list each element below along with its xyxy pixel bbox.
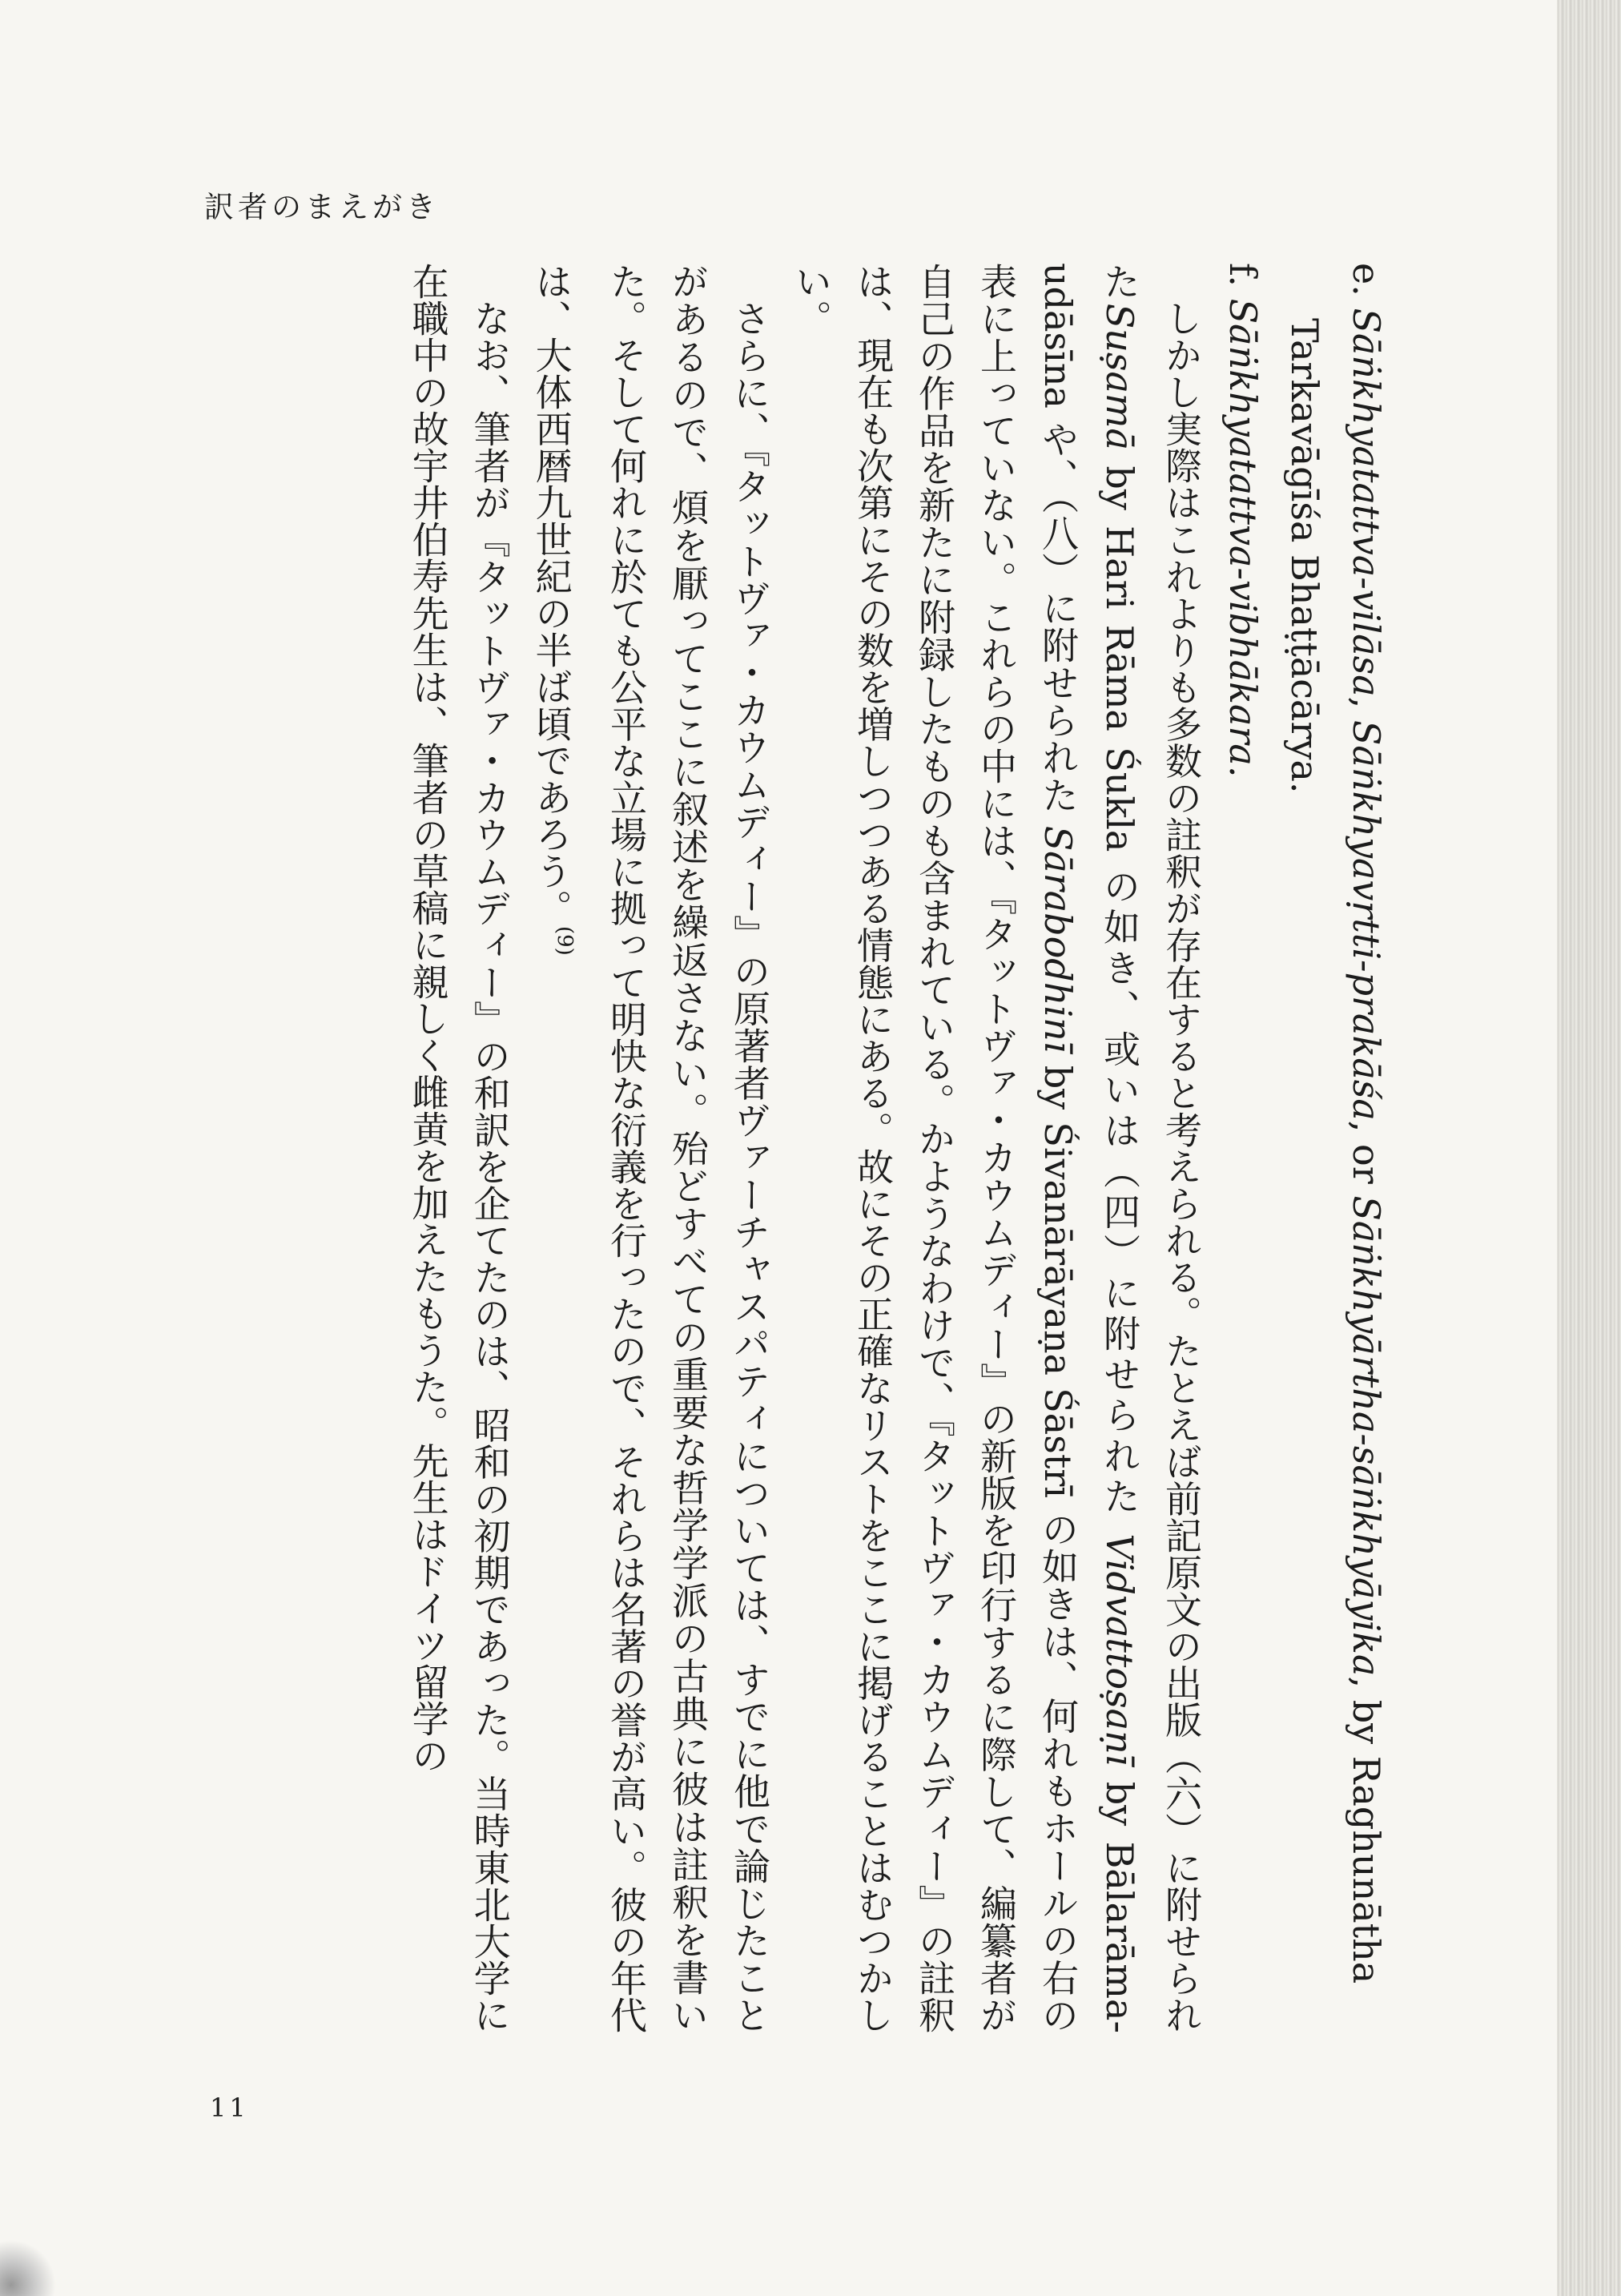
text-run: by Śivanārāyaṇa Śāstrī の如きは、何れもホールの右の表に上っていない。これらの中には、『タットヴァ・カウムディー』の新版を印行するに際して、編纂者が自己の作品を新たに附録したものも含まれている。かようなわけで、『タットヴァ・カウムディー』の註釈は、現在も次第にその数を増しつつある情態にある。故にその正確なリストをここに掲げることはむつかしい。 (790, 263, 1080, 2033)
scan-corner-mark (0, 2240, 56, 2296)
author-name: , by Raghunātha (1345, 1676, 1388, 1984)
work-title: Sārabodhinī (1036, 825, 1080, 1053)
list-item-f (1212, 263, 1273, 2033)
work-title: Sāṅkhyatattva-vibhākara. (1221, 298, 1265, 778)
list-item-e (1335, 263, 1397, 2033)
paragraph-2 (521, 263, 780, 2033)
running-head: 訳者のまえがき (204, 190, 440, 224)
separator: , or (1345, 1120, 1388, 1196)
separator: , (1345, 696, 1388, 720)
vertical-text-body (179, 263, 1397, 2033)
work-title: Sāṅkhyavṛtti-prakāśa (1345, 719, 1388, 1121)
text-run: さらに、『タットヴァ・カウムディー』の原著者ヴァーチャスパティについては、すでに他で論じたことがあるので、煩を厭ってここに叙述を繰返さない。殆どすべての重要な哲学学派の古典に彼は註釈を書いた。そして何れに於ても公平な立場に拠って明快な衍義を行ったので、それらは名著の誉が高い。彼の年代は、大体西暦九世紀の半ば頃であろう。 (529, 263, 771, 2033)
list-item-e-continued (1273, 263, 1335, 2033)
item-label: f. (1221, 263, 1265, 288)
work-title: Suṣamā (1098, 303, 1141, 450)
paragraph-3 (397, 263, 521, 2033)
text-run: by Hari Rāma Śukla の如き、或いは（四）に附せられた (1098, 449, 1141, 1534)
text-run: by Bālarāma-udāsīna や、（八）に附せられた (1036, 263, 1141, 2033)
text-run: しかし実際はこれよりも多数の註釈が存在すると考えられる。たとえば前記原文の出版（六）に附せられた (1098, 263, 1203, 2033)
work-title: Sāṅkhyārtha-sāṅkhyāyika (1345, 1195, 1388, 1677)
page-number: 11 (210, 2093, 249, 2123)
footnote-ref: (9) (553, 926, 577, 956)
item-label: e. (1345, 263, 1388, 296)
author-name: Tarkavāgīśa Bhaṭṭācārya. (1283, 318, 1326, 794)
work-title: Vidvattoṣaṇī (1098, 1533, 1141, 1766)
work-title: Sāṅkhyatattva-vilāsa (1345, 308, 1388, 697)
text-run: なお、筆者が『タットヴァ・カウムディー』の和訳を企てたのは、昭和の初期であった。当時東北大学に在職中の故宇井伯寿先生は、筆者の草稿に親しく雌黄を加えたもうた。先生はドイツ留学の (406, 263, 512, 2033)
page-edge-shadow (1557, 0, 1621, 2296)
paragraph-1 (780, 263, 1212, 2033)
